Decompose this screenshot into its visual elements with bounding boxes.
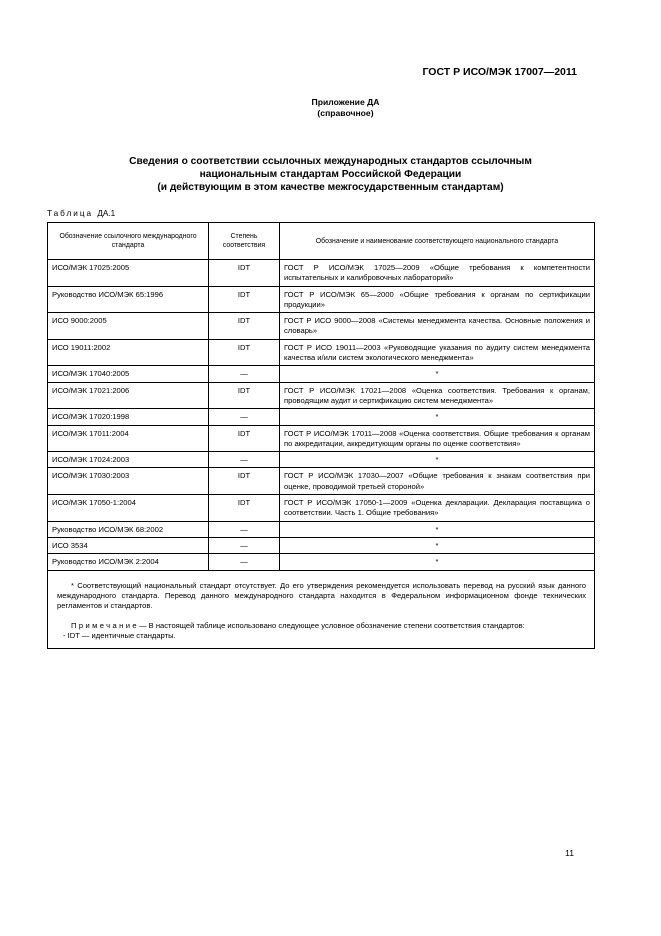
title-line-3: (и действующим в этом качестве межгосударственным стандартам) [157,182,504,193]
cell-national: * [280,452,595,468]
table-row [48,554,595,570]
cell-intl: ИСО/МЭК 17020:1998 [48,409,209,425]
table-row [48,521,595,537]
cell-degree: — [209,537,280,553]
cell-national: * [280,409,595,425]
cell-intl: ИСО/МЭК 17011:2004 [48,425,209,452]
cell-national: * [280,521,595,537]
table-label [47,209,115,218]
note-text: — В настоящей таблице использовано следующее условное обозначение степени соответствия стандартов: [138,620,525,630]
table-row [48,468,595,495]
cell-national: * [280,537,595,553]
cell-national: ГОСТ Р ИСО/МЭК 17021—2008 «Оценка соответствия. Требования к органам, проводящим аудит и сертификацию систем менеджмента» [280,382,595,409]
cell-degree: IDT [209,495,280,522]
cell-intl: ИСО 19011:2002 [48,339,209,366]
title-line-2: национальным стандартам Российской Федерации [199,169,462,180]
cell-national: ГОСТ Р ИСО/МЭК 17050-1—2009 «Оценка декларации. Декларация поставщика о соответствии. Часть 1. Общие требования» [280,495,595,522]
cell-degree: — [209,521,280,537]
cell-degree: IDT [209,260,280,287]
cell-degree: IDT [209,468,280,495]
page-number: 11 [565,848,574,858]
cell-national: ГОСТ Р ИСО 9000—2008 «Системы менеджмента качества. Основные положения и словарь» [280,313,595,340]
cell-degree: — [209,452,280,468]
table-footer-row [48,570,595,648]
cell-national: ГОСТ Р ИСО 19011—2003 «Руководящие указания по аудиту систем менеджмента качества и/или систем экологического менеджмента» [280,339,595,366]
cell-degree: IDT [209,425,280,452]
table-label-number: ДА.1 [97,209,116,218]
table-row [48,382,595,409]
cell-degree: IDT [209,382,280,409]
cell-intl: ИСО/МЭК 17025:2005 [48,260,209,287]
cell-degree: — [209,554,280,570]
cell-national: * [280,554,595,570]
table-row [48,495,595,522]
correspondence-table [47,222,595,649]
section-title [40,155,621,194]
table-label-word: Таблица [47,209,94,218]
header-international-standard: Обозначение ссылочного международного стандарта [48,223,209,260]
table-row [48,366,595,382]
annex-title: Приложение ДА [311,97,380,107]
table-row [48,409,595,425]
annex-subtitle: (справочное) [317,108,374,118]
table-row [48,425,595,452]
cell-intl: Руководство ИСО/МЭК 65:1996 [48,286,209,313]
cell-national: * [280,366,595,382]
cell-degree: — [209,409,280,425]
cell-national: ГОСТ Р ИСО/МЭК 17030—2007 «Общие требования к знакам соответствия при оценке, проводимой третьей стороной» [280,468,595,495]
cell-degree: IDT [209,313,280,340]
cell-intl: ИСО/МЭК 17024:2003 [48,452,209,468]
note-paragraph [57,621,586,631]
cell-intl: Руководство ИСО/МЭК 68:2002 [48,521,209,537]
cell-intl: ИСО 3534 [48,537,209,553]
table-row [48,313,595,340]
cell-degree: IDT [209,286,280,313]
table-row [48,260,595,287]
table-row [48,452,595,468]
note-label: Примечание [71,620,139,630]
cell-national: ГОСТ Р ИСО/МЭК 17025—2009 «Общие требования к компетентности испытательных и калибровочных лабораторий» [280,260,595,287]
cell-intl: Руководство ИСО/МЭК 2:2004 [48,554,209,570]
document-code: ГОСТ Р ИСО/МЭК 17007—2011 [422,66,577,78]
cell-national: ГОСТ Р ИСО/МЭК 65—2000 «Общие требования к органам по сертификации продукции» [280,286,595,313]
table-footnote-cell [48,570,595,648]
note-item: - IDT — идентичные стандарты. [63,631,176,641]
footnote-text: * Соответствующий национальный стандарт отсутствует. До его утверждения рекомендуется использовать перевод на русский язык данного международного стандарта. Перевод данного международного стандарта находится в Федеральном информационном фонде технических регламентов и стандартов. [57,580,586,611]
table-row [48,537,595,553]
cell-intl: ИСО/МЭК 17021:2006 [48,382,209,409]
table-header-row [48,223,595,260]
cell-intl: ИСО/МЭК 17050-1:2004 [48,495,209,522]
cell-degree: IDT [209,339,280,366]
table-row [48,339,595,366]
header-national-standard: Обозначение и наименование соответствующего национального стандарта [280,223,595,260]
table-row [48,286,595,313]
cell-national: ГОСТ Р ИСО/МЭК 17011—2008 «Оценка соответствия. Общие требования к органам по аккредитации, аккредитующим органы по оценке соответствия» [280,425,595,452]
cell-intl: ИСО 9000:2005 [48,313,209,340]
cell-degree: — [209,366,280,382]
cell-intl: ИСО/МЭК 17040:2005 [48,366,209,382]
cell-intl: ИСО/МЭК 17030:2003 [48,468,209,495]
annex-heading [0,97,661,119]
title-line-1: Сведения о соответствии ссылочных международных стандартов ссылочным [129,156,532,167]
header-degree: Степень соответствия [209,223,280,260]
